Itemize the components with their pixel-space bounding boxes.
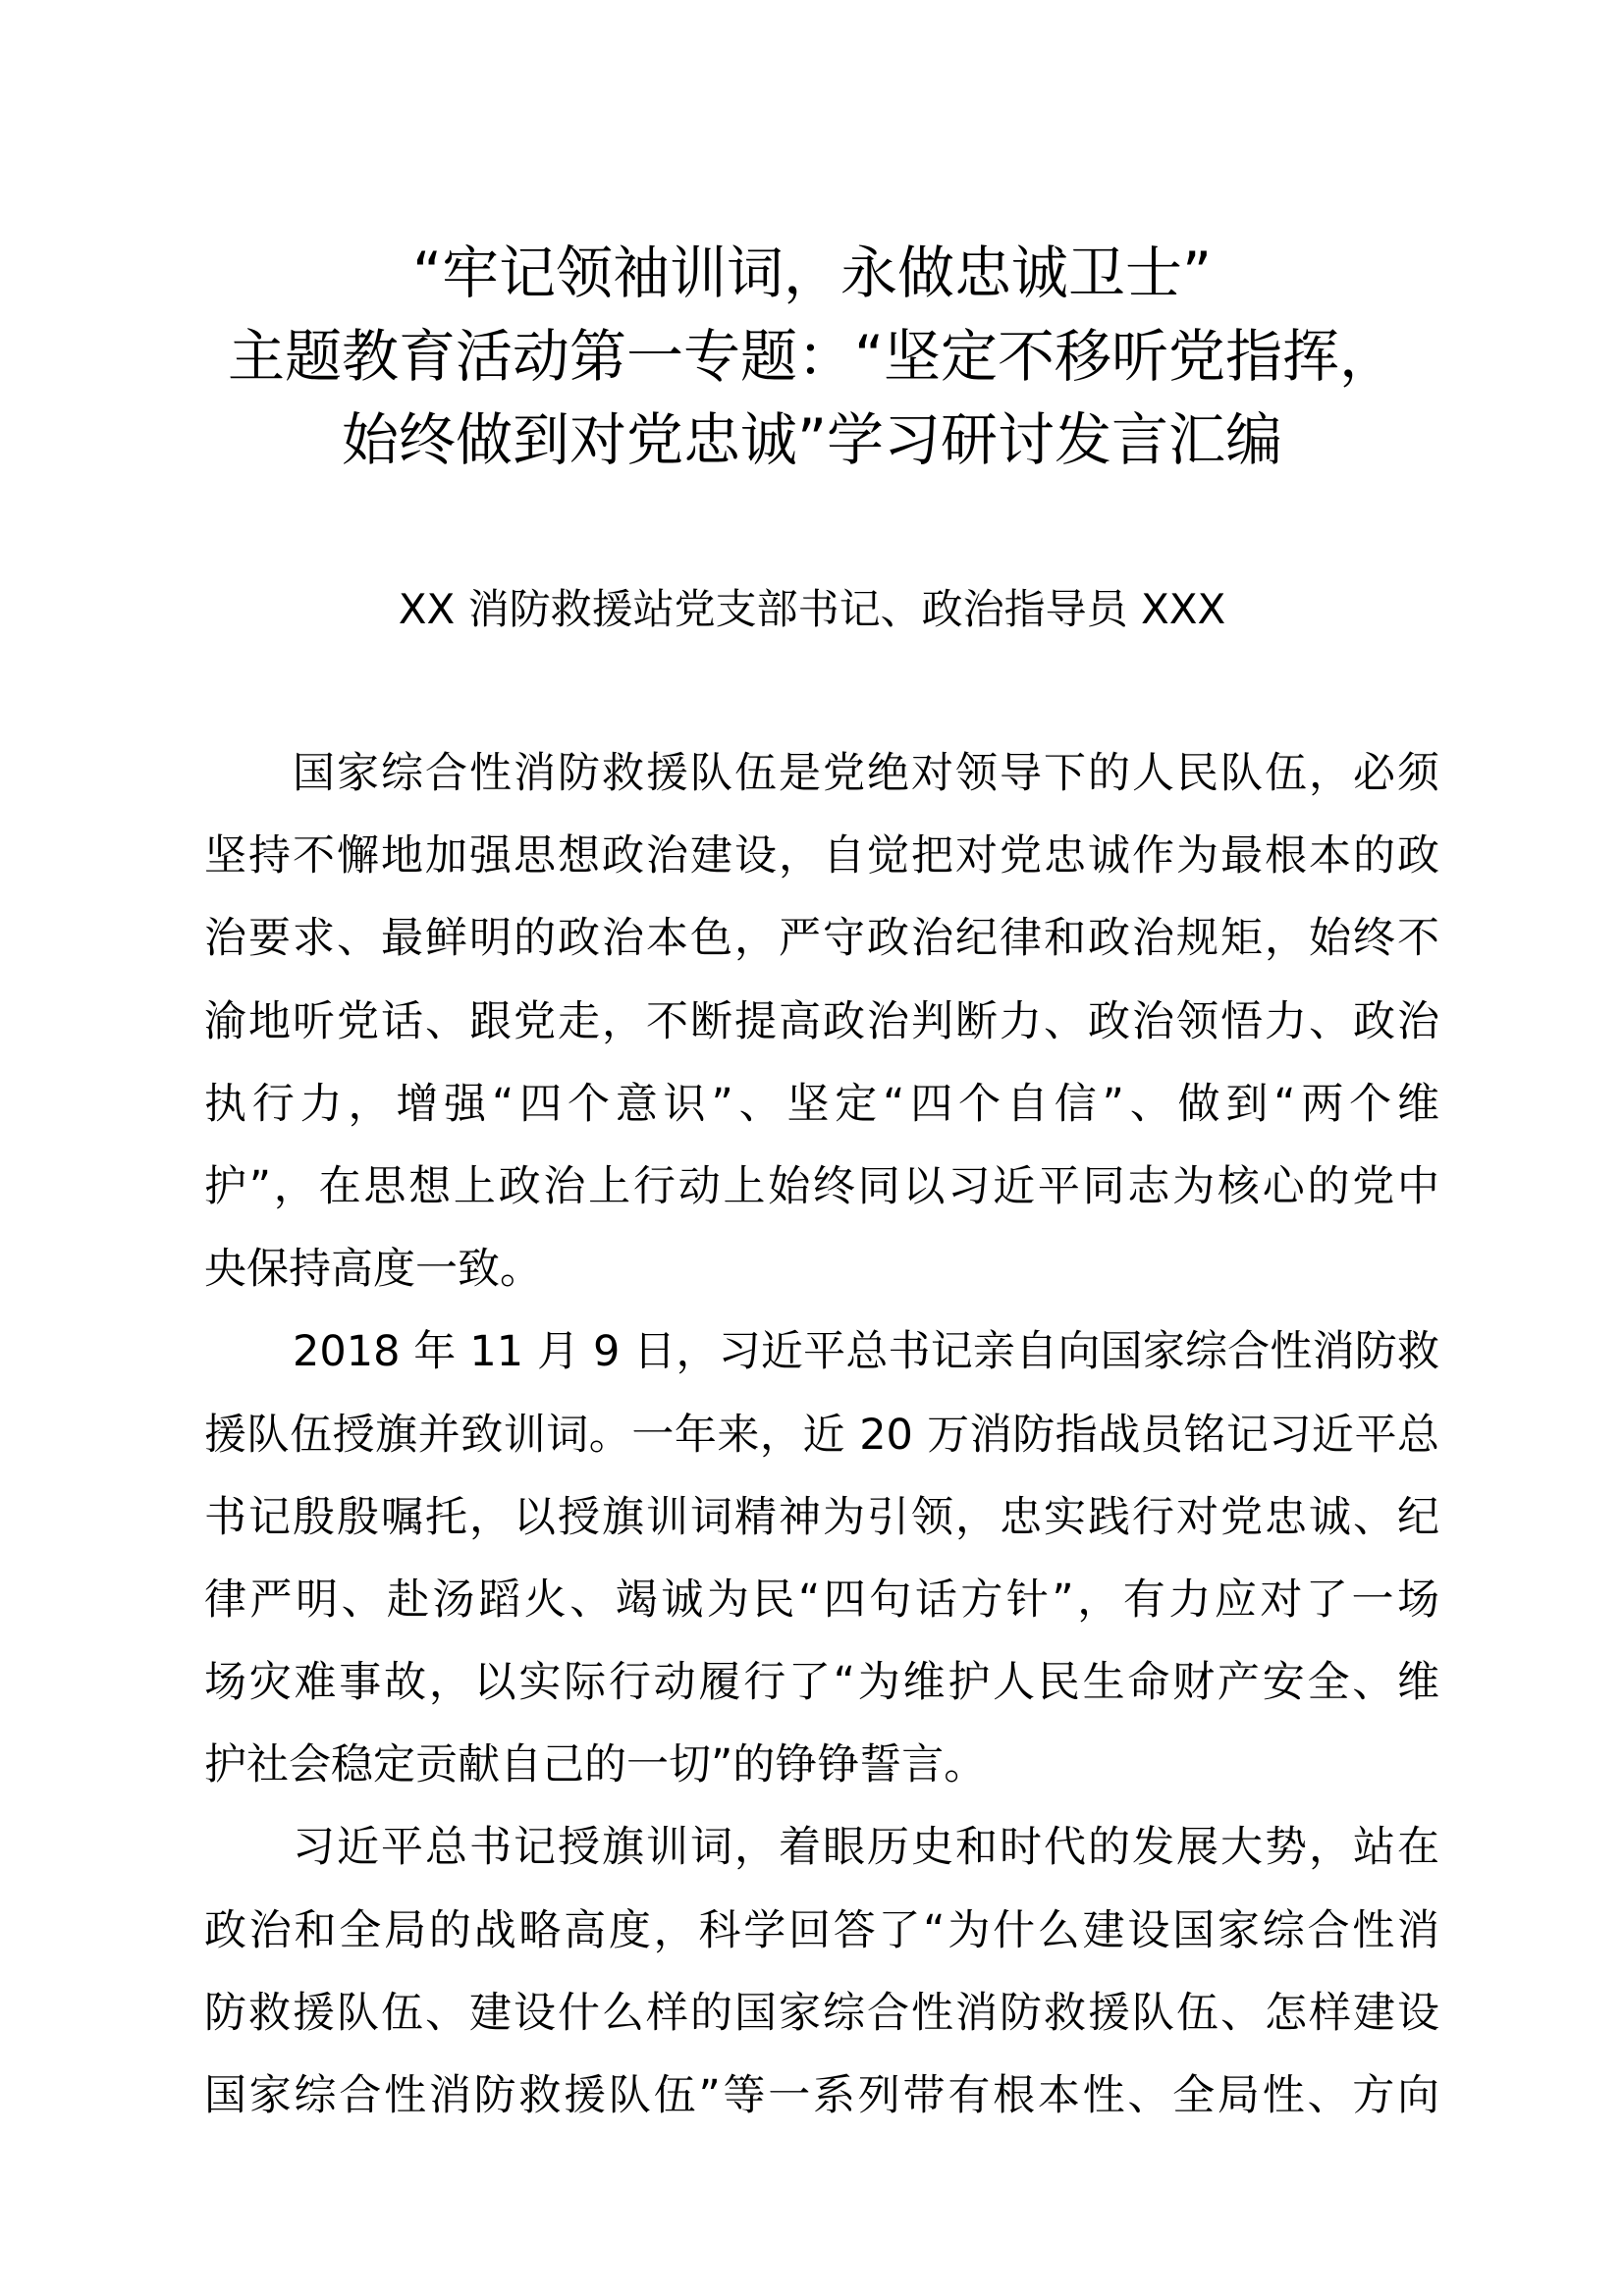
title-line-1: “牢记领袖训词，永做忠诚卫士” xyxy=(411,240,1213,306)
title-line-3: 始终做到对党忠诚”学习研讨发言汇编 xyxy=(341,406,1283,473)
paragraph xyxy=(204,732,1439,1310)
paragraph-line: 治要求、最鲜明的政治本色，严守政治纪律和政治规矩，始终不 xyxy=(204,914,1439,964)
paragraph-line: 国家综合性消防救援队伍是党绝对领导下的人民队伍，必须 xyxy=(293,749,1439,798)
paragraph-line: 防救援队伍、建设什么样的国家综合性消防救援队伍、怎样建设 xyxy=(204,1988,1439,2038)
paragraph xyxy=(204,1310,1439,1806)
document-body xyxy=(204,732,1439,2137)
paragraph-line: 国家综合性消防救援队伍”等一系列带有根本性、全局性、方向 xyxy=(204,2071,1439,2120)
paragraph-line: 援队伍授旗并致训词。一年来，近 20 万消防指战员铭记习近平总 xyxy=(204,1410,1439,1460)
paragraph-line: 坚持不懈地加强思想政治建设，自觉把对党忠诚作为最根本的政 xyxy=(204,831,1439,881)
paragraph xyxy=(204,1806,1439,2137)
paragraph-line: 政治和全局的战略高度，科学回答了“为什么建设国家综合性消 xyxy=(204,1905,1439,1955)
author-line: XX 消防救援站党支部书记、政治指导员 XXX xyxy=(398,585,1226,633)
paragraph-line: 央保持高度一致。 xyxy=(204,1245,542,1295)
paragraph-line: 习近平总书记授旗训词，着眼历史和时代的发展大势，站在 xyxy=(293,1823,1439,1873)
paragraph-line: 护”，在思想上政治上行动上始终同以习近平同志为核心的党中 xyxy=(204,1161,1439,1211)
paragraph-line: 场灾难事故，以实际行动履行了“为维护人民生命财产安全、维 xyxy=(204,1658,1439,1708)
title-line-2: 主题教育活动第一专题：“坚定不移听党指挥， xyxy=(227,323,1397,390)
paragraph-line: 书记殷殷嘱托，以授旗训词精神为引领，忠实践行对党忠诚、纪 xyxy=(204,1492,1439,1542)
paragraph-line: 渝地听党话、跟党走，不断提高政治判断力、政治领悟力、政治 xyxy=(204,996,1439,1046)
paragraph-line: 律严明、赴汤蹈火、竭诚为民“四句话方针”，有力应对了一场 xyxy=(204,1575,1439,1625)
paragraph-line: 执行力，增强“四个意识”、坚定“四个自信”、做到“两个维 xyxy=(204,1079,1439,1129)
paragraph-line: 护社会稳定贡献自己的一切”的铮铮誓言。 xyxy=(204,1740,987,1790)
document-title xyxy=(0,232,1624,482)
paragraph-line: 2018 年 11 月 9 日，习近平总书记亲自向国家综合性消防救 xyxy=(293,1327,1439,1377)
